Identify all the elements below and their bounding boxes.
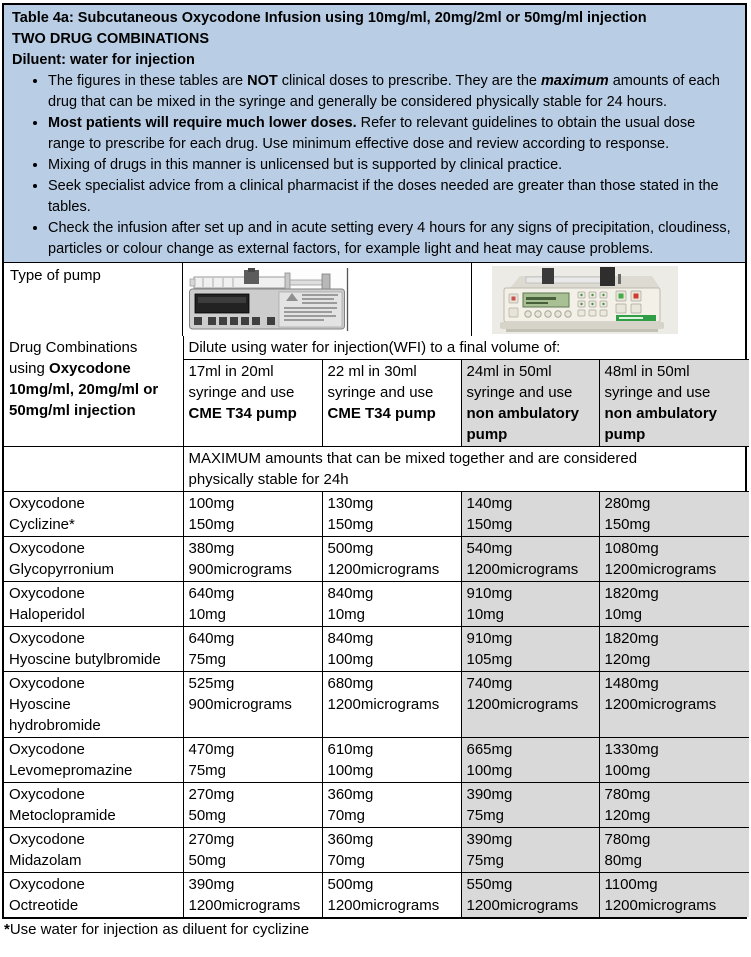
column-header-17ml-20ml-syringe — [183, 360, 322, 447]
text-line: 390mg — [466, 786, 513, 803]
dose-cell — [461, 492, 599, 537]
intro-bullet-list — [12, 71, 737, 260]
text-line: 1200micrograms — [466, 897, 579, 914]
drug-names-cell — [4, 537, 183, 582]
text-line: 1480mg — [604, 675, 659, 692]
text-segment: 17ml in 20ml — [188, 363, 274, 380]
table-title: Table 4a: Subcutaneous Oxycodone Infusion using 10mg/ml, 20mg/2ml or 50mg/ml injection — [12, 10, 647, 26]
text-line — [605, 424, 745, 445]
empty-cell — [4, 447, 183, 492]
drug-names-cell — [4, 828, 183, 873]
text-line — [605, 382, 745, 403]
text-line: 150mg — [188, 516, 235, 533]
text-line — [467, 361, 594, 382]
text-line: Metoclopramide — [9, 807, 116, 824]
text-line: 100mg — [466, 762, 513, 779]
dilute-instruction-cell: Dilute using water for injection(WFI) to a final volume of: — [183, 336, 749, 360]
drug-combination-row — [4, 783, 749, 828]
text-line: 900micrograms — [188, 561, 292, 578]
text-segment: CME T34 pump — [188, 405, 297, 422]
text-line: 840mg — [327, 630, 374, 647]
text-line: 780mg — [604, 786, 651, 803]
dose-cell — [461, 537, 599, 582]
text-line: 525mg — [188, 675, 235, 692]
text-line: 10mg — [188, 606, 227, 623]
text-line: 540mg — [466, 540, 513, 557]
dose-cell — [322, 582, 461, 627]
drug-combination-row — [4, 627, 749, 672]
text-line: 640mg — [188, 630, 235, 647]
dose-cell — [461, 627, 599, 672]
text-line: 1080mg — [604, 540, 659, 557]
text-segment: non ambulatory — [466, 405, 580, 422]
text-line: 1100mg — [604, 876, 658, 893]
text-line: Oxycodone — [9, 540, 85, 557]
drug-names-cell — [4, 783, 183, 828]
bullet-specialist-advice — [48, 176, 735, 218]
text-line: Oxycodone — [9, 786, 85, 803]
text-segment: syringe and use — [466, 384, 573, 401]
drug-names-cell — [4, 873, 183, 918]
drug-combination-row — [4, 672, 749, 738]
dose-cell — [322, 537, 461, 582]
text-line: 360mg — [327, 786, 374, 803]
text-line: 130mg — [327, 495, 374, 512]
table-subtitle: TWO DRUG COMBINATIONS — [12, 31, 210, 47]
text-line: Hyoscine — [9, 696, 71, 713]
text-segment: syringe and use — [327, 384, 434, 401]
diluent-line: Diluent: water for injection — [12, 52, 195, 68]
text-line: 280mg — [604, 495, 651, 512]
text-line — [189, 403, 317, 424]
text-line: Octreotide — [9, 897, 79, 914]
dose-cell — [461, 672, 599, 738]
text-line: 390mg — [466, 831, 513, 848]
cme-t34-pump-image — [189, 268, 349, 331]
text-line: 80mg — [604, 852, 643, 869]
column-header-24ml-50ml-syringe — [461, 360, 599, 447]
text-line — [467, 382, 594, 403]
text-line: 1200micrograms — [604, 696, 717, 713]
text-line: 1200micrograms — [188, 897, 301, 914]
pump-cell-non-ambulatory — [472, 263, 745, 336]
pump-row-label: Type of pump — [4, 263, 183, 336]
drug-combination-row — [4, 582, 749, 627]
text-segment: maximum — [540, 73, 609, 89]
dose-cell — [322, 738, 461, 783]
dose-cell — [599, 492, 749, 537]
text-line: Oxycodone — [9, 495, 85, 512]
text-line: 500mg — [327, 540, 374, 557]
text-segment: 24ml in 50ml — [466, 363, 552, 380]
text-line: Glycopyrronium — [9, 561, 115, 578]
dose-cell — [322, 783, 461, 828]
drug-names-cell — [4, 672, 183, 738]
text-segment: 48ml in 50ml — [604, 363, 690, 380]
text-segment: pump — [466, 426, 508, 443]
text-line — [328, 403, 456, 424]
text-segment: Drug Combinations — [9, 339, 138, 356]
text-line: 1200micrograms — [327, 897, 440, 914]
text-line: Hyoscine butylbromide — [9, 651, 161, 668]
text-line — [328, 382, 456, 403]
drug-combination-row — [4, 492, 749, 537]
text-line: MAXIMUM amounts that can be mixed together and are considered — [188, 450, 638, 467]
drug-names-cell — [4, 492, 183, 537]
text-line: 550mg — [466, 876, 513, 893]
text-line: 610mg — [327, 741, 374, 758]
text-line: Midazolam — [9, 852, 82, 869]
table-4a-document — [2, 3, 747, 919]
dose-cell — [183, 537, 322, 582]
text-segment: non ambulatory — [604, 405, 718, 422]
text-line: 10mg — [604, 606, 643, 623]
dose-cell — [599, 672, 749, 738]
text-line: 1200micrograms — [466, 696, 579, 713]
drug-names-cell — [4, 738, 183, 783]
dose-cell — [322, 492, 461, 537]
text-line — [467, 403, 594, 424]
text-line: 1820mg — [604, 630, 659, 647]
drug-combination-row — [4, 873, 749, 918]
dose-cell — [322, 873, 461, 918]
text-segment: NOT — [247, 73, 278, 89]
non-ambulatory-pump-image — [492, 266, 678, 334]
dose-cell — [183, 672, 322, 738]
text-segment: 50mg/ml injection — [9, 402, 136, 419]
text-line: 100mg — [327, 651, 374, 668]
drug-combination-row — [4, 828, 749, 873]
dose-cell — [599, 582, 749, 627]
text-segment: Check the infusion after set up and in acute setting every 4 hours for any signs of precipitation, cloudiness, particles or colour change as external factors, for example light and heat may cause problems. — [48, 220, 731, 257]
maximum-amounts-row — [4, 447, 749, 492]
text-line: 1200micrograms — [604, 897, 717, 914]
text-line: 500mg — [327, 876, 374, 893]
text-line: 1200micrograms — [466, 561, 579, 578]
text-segment: clinical doses to prescribe. They are the — [277, 73, 541, 89]
text-line — [9, 379, 178, 400]
drug-combinations-header-cell — [4, 336, 183, 447]
text-line: 740mg — [466, 675, 513, 692]
maximum-amounts-cell — [183, 447, 749, 492]
text-segment: Most patients will require much lower doses. — [48, 115, 357, 131]
text-line: 75mg — [466, 852, 505, 869]
text-segment: 22 ml in 30ml — [327, 363, 417, 380]
text-line: 470mg — [188, 741, 235, 758]
text-line: 665mg — [466, 741, 513, 758]
text-line: 10mg — [327, 606, 366, 623]
text-line: Oxycodone — [9, 675, 85, 692]
cyclizine-footnote — [4, 920, 751, 940]
text-line: 1200micrograms — [604, 561, 717, 578]
bullet-figures-not-clinical — [48, 71, 735, 113]
text-line — [9, 400, 178, 421]
text-line: 105mg — [466, 651, 513, 668]
text-line: 910mg — [466, 630, 513, 647]
text-line: 70mg — [327, 807, 366, 824]
text-line: 150mg — [466, 516, 513, 533]
text-line: 120mg — [604, 807, 651, 824]
bullet-unlicensed-mixing — [48, 155, 735, 176]
text-segment: Seek specialist advice from a clinical pharmacist if the doses needed are greater than those stated in the tables. — [48, 178, 719, 215]
dose-cell — [461, 783, 599, 828]
text-segment: Oxycodone — [49, 360, 131, 377]
text-line: 840mg — [327, 585, 374, 602]
text-line: Levomepromazine — [9, 762, 133, 779]
dose-cell — [461, 828, 599, 873]
text-line: Oxycodone — [9, 876, 85, 893]
text-line: hydrobromide — [9, 717, 101, 734]
text-segment: amounts of each drug that can be mixed in the syringe and generally be considered physically stable for 24 hours. — [48, 73, 720, 110]
dilute-header-row — [4, 336, 749, 360]
text-line: 780mg — [604, 831, 651, 848]
drug-combination-row — [4, 537, 749, 582]
text-line: 270mg — [188, 831, 235, 848]
text-segment: Mixing of drugs in this manner is unlicensed but is supported by clinical practice. — [48, 157, 563, 173]
drug-combination-row — [4, 738, 749, 783]
text-line: 150mg — [327, 516, 374, 533]
text-line: 390mg — [188, 876, 235, 893]
pump-cell-cme-t34 — [183, 263, 472, 336]
text-line: 900micrograms — [188, 696, 292, 713]
text-segment: syringe and use — [188, 384, 295, 401]
drug-names-cell — [4, 627, 183, 672]
text-line: 100mg — [327, 762, 374, 779]
text-line: 380mg — [188, 540, 235, 557]
intro-panel — [4, 5, 745, 263]
dose-cell — [599, 783, 749, 828]
text-line: 50mg — [188, 807, 227, 824]
text-line: 70mg — [327, 852, 366, 869]
text-line: 270mg — [188, 786, 235, 803]
dose-cell — [322, 828, 461, 873]
text-segment: Refer to relevant guidelines to obtain the usual dose range to prescribe for each drug. Use minimum effective dose and review according to response. — [48, 115, 696, 152]
text-segment: pump — [604, 426, 646, 443]
text-segment: 10mg/ml, 20mg/ml or — [9, 381, 159, 398]
text-line: 360mg — [327, 831, 374, 848]
text-line: 1330mg — [604, 741, 659, 758]
text-line: 1820mg — [604, 585, 659, 602]
text-line — [605, 361, 745, 382]
text-segment: CME T34 pump — [327, 405, 436, 422]
text-line: 75mg — [188, 762, 227, 779]
text-line: 75mg — [188, 651, 227, 668]
dose-cell — [183, 828, 322, 873]
text-line — [467, 424, 594, 445]
text-segment: syringe and use — [604, 384, 711, 401]
footnote-text: Use water for injection as diluent for cyclizine — [9, 921, 310, 938]
text-line: Oxycodone — [9, 630, 85, 647]
dose-cell — [599, 828, 749, 873]
text-line: Oxycodone — [9, 831, 85, 848]
text-segment: The figures in these tables are — [48, 73, 248, 89]
dose-table-body — [4, 336, 749, 917]
text-segment: using — [9, 360, 50, 377]
pump-type-row — [4, 263, 745, 336]
dose-table — [4, 336, 749, 917]
text-line: 140mg — [466, 495, 513, 512]
dose-cell — [322, 672, 461, 738]
text-line: Haloperidol — [9, 606, 85, 623]
text-line: 1200micrograms — [327, 696, 440, 713]
text-line: Oxycodone — [9, 585, 85, 602]
text-line: 10mg — [466, 606, 505, 623]
bullet-lower-doses — [48, 113, 735, 155]
column-header-48ml-50ml-syringe — [599, 360, 749, 447]
dose-cell — [183, 582, 322, 627]
text-line: 75mg — [466, 807, 505, 824]
bullet-check-infusion — [48, 218, 735, 260]
dose-cell — [461, 873, 599, 918]
text-line: 120mg — [604, 651, 651, 668]
dose-cell — [183, 783, 322, 828]
dose-cell — [599, 873, 749, 918]
dose-cell — [599, 627, 749, 672]
text-line: physically stable for 24h — [188, 471, 349, 488]
text-line — [9, 337, 178, 358]
text-line: Oxycodone — [9, 741, 85, 758]
text-line: 910mg — [466, 585, 513, 602]
text-line — [605, 403, 745, 424]
drug-names-cell — [4, 582, 183, 627]
text-line: 50mg — [188, 852, 227, 869]
text-line: 1200micrograms — [327, 561, 440, 578]
footnote-asterisk: * — [4, 921, 10, 938]
dose-cell — [183, 873, 322, 918]
text-line — [328, 361, 456, 382]
column-header-22ml-30ml-syringe — [322, 360, 461, 447]
text-line: 100mg — [604, 762, 651, 779]
dose-cell — [183, 738, 322, 783]
dose-cell — [461, 582, 599, 627]
dose-cell — [599, 738, 749, 783]
text-line: 100mg — [188, 495, 235, 512]
text-line — [189, 361, 317, 382]
text-line: 640mg — [188, 585, 235, 602]
text-line: 680mg — [327, 675, 374, 692]
dose-cell — [183, 627, 322, 672]
dose-cell — [461, 738, 599, 783]
dose-cell — [183, 492, 322, 537]
dose-cell — [599, 537, 749, 582]
text-line — [189, 382, 317, 403]
text-line — [9, 358, 178, 379]
dose-cell — [322, 627, 461, 672]
text-line: 150mg — [604, 516, 651, 533]
text-line: Cyclizine* — [9, 516, 75, 533]
